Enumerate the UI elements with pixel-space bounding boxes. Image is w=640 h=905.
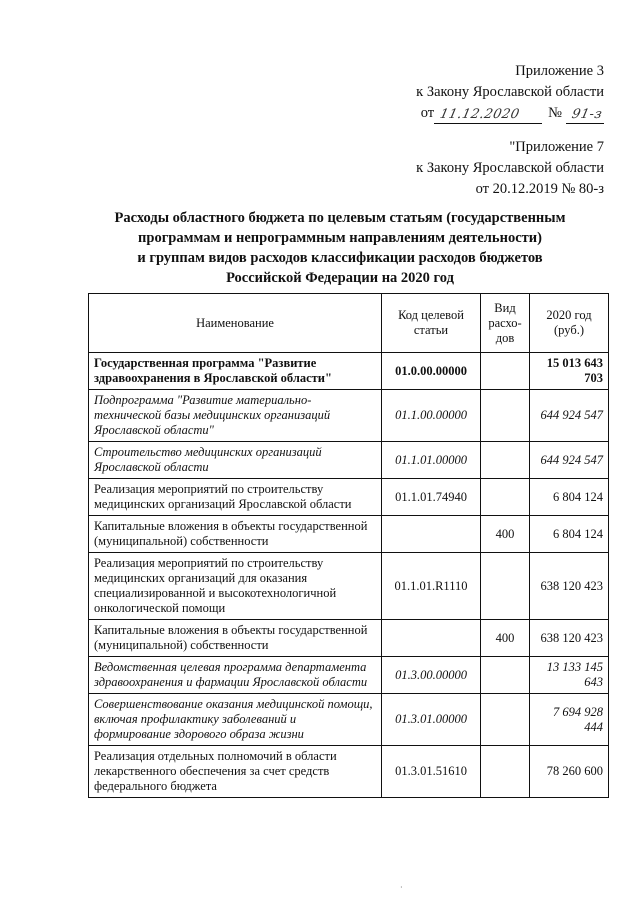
table-row bbox=[89, 479, 609, 516]
appendix-3-title: Приложение 3 bbox=[515, 63, 604, 79]
table-row bbox=[89, 390, 609, 442]
title-line-1: Расходы областного бюджета по целевым статьям (государственным bbox=[114, 210, 566, 226]
cell-code: 01.1.01.R1110 bbox=[382, 553, 481, 620]
cell-type bbox=[481, 390, 530, 442]
cell-amount: 15 013 643 703 bbox=[530, 353, 609, 390]
header-amount: 2020 год (руб.) bbox=[530, 294, 609, 353]
table-row bbox=[89, 694, 609, 746]
cell-code: 01.1.00.00000 bbox=[382, 390, 481, 442]
cell-amount: 78 260 600 bbox=[530, 746, 609, 798]
appendix-3-header bbox=[416, 61, 604, 124]
cell-type: 400 bbox=[481, 516, 530, 553]
table-row bbox=[89, 657, 609, 694]
handwritten-date: 11.12.2020 bbox=[438, 107, 522, 122]
appendix-7-title: "Приложение 7 bbox=[509, 139, 604, 155]
table-row bbox=[89, 353, 609, 390]
cell-name: Ведомственная целевая программа департамента здравоохранения и фармации Ярославской области bbox=[89, 657, 382, 694]
cell-type bbox=[481, 353, 530, 390]
appendix-3-law: к Закону Ярославской области bbox=[416, 84, 604, 100]
budget-table bbox=[88, 293, 609, 798]
cell-code bbox=[382, 516, 481, 553]
cell-name: Реализация мероприятий по строительству медицинских организаций Ярославской области bbox=[89, 479, 382, 516]
document-title bbox=[60, 208, 620, 288]
cell-name: Капитальные вложения в объекты государственной (муниципальной) собственности bbox=[89, 620, 382, 657]
page-mark: · bbox=[400, 883, 403, 892]
table-row bbox=[89, 442, 609, 479]
cell-amount: 638 120 423 bbox=[530, 553, 609, 620]
table-row bbox=[89, 620, 609, 657]
appendix-7-header bbox=[416, 137, 604, 200]
cell-code: 01.0.00.00000 bbox=[382, 353, 481, 390]
cell-amount: 638 120 423 bbox=[530, 620, 609, 657]
date-field bbox=[434, 107, 542, 124]
cell-name: Капитальные вложения в объекты государственной (муниципальной) собственности bbox=[89, 516, 382, 553]
handwritten-number: 91-з bbox=[570, 107, 604, 122]
cell-type bbox=[481, 657, 530, 694]
cell-type bbox=[481, 553, 530, 620]
cell-name: Строительство медицинских организаций Ярославской области bbox=[89, 442, 382, 479]
appendix-7-law: к Закону Ярославской области bbox=[416, 160, 604, 176]
appendix-7-date: от 20.12.2019 № 80-з bbox=[475, 181, 604, 197]
cell-amount: 7 694 928 444 bbox=[530, 694, 609, 746]
title-line-2: программам и непрограммным направлениям деятельности) bbox=[138, 230, 542, 246]
cell-type bbox=[481, 479, 530, 516]
cell-type bbox=[481, 442, 530, 479]
cell-amount: 13 133 145 643 bbox=[530, 657, 609, 694]
cell-code: 01.1.01.00000 bbox=[382, 442, 481, 479]
table-header-row bbox=[89, 294, 609, 353]
number-field bbox=[566, 107, 604, 124]
cell-amount: 6 804 124 bbox=[530, 479, 609, 516]
table-body bbox=[89, 353, 609, 798]
appendix-3-date-number bbox=[416, 103, 604, 124]
title-line-3: и группам видов расходов классификации расходов бюджетов bbox=[137, 250, 543, 266]
cell-type bbox=[481, 694, 530, 746]
cell-name: Реализация мероприятий по строительству медицинских организаций для оказания специализированной и высокотехнологичной онкологической помощи bbox=[89, 553, 382, 620]
cell-code: 01.3.00.00000 bbox=[382, 657, 481, 694]
cell-code: 01.1.01.74940 bbox=[382, 479, 481, 516]
number-label: № bbox=[548, 105, 562, 121]
cell-code bbox=[382, 620, 481, 657]
cell-name: Совершенствование оказания медицинской помощи, включая профилактику заболеваний и формирование здорового образа жизни bbox=[89, 694, 382, 746]
header-code: Код целевой статьи bbox=[382, 294, 481, 353]
cell-amount: 6 804 124 bbox=[530, 516, 609, 553]
cell-type bbox=[481, 746, 530, 798]
header-name: Наименование bbox=[89, 294, 382, 353]
cell-name: Подпрограмма "Развитие материально-технической базы медицинских организаций Ярославской области" bbox=[89, 390, 382, 442]
cell-name: Реализация отдельных полномочий в области лекарственного обеспечения за счет средств федерального бюджета bbox=[89, 746, 382, 798]
table-row bbox=[89, 516, 609, 553]
cell-code: 01.3.01.51610 bbox=[382, 746, 481, 798]
cell-amount: 644 924 547 bbox=[530, 390, 609, 442]
cell-name: Государственная программа "Развитие здравоохранения в Ярославской области" bbox=[89, 353, 382, 390]
cell-type: 400 bbox=[481, 620, 530, 657]
cell-code: 01.3.01.00000 bbox=[382, 694, 481, 746]
table-row bbox=[89, 746, 609, 798]
from-label: от bbox=[420, 105, 435, 121]
cell-amount: 644 924 547 bbox=[530, 442, 609, 479]
title-line-4: Российской Федерации на 2020 год bbox=[226, 270, 454, 286]
table-row bbox=[89, 553, 609, 620]
header-type: Вид расхо-дов bbox=[481, 294, 530, 353]
